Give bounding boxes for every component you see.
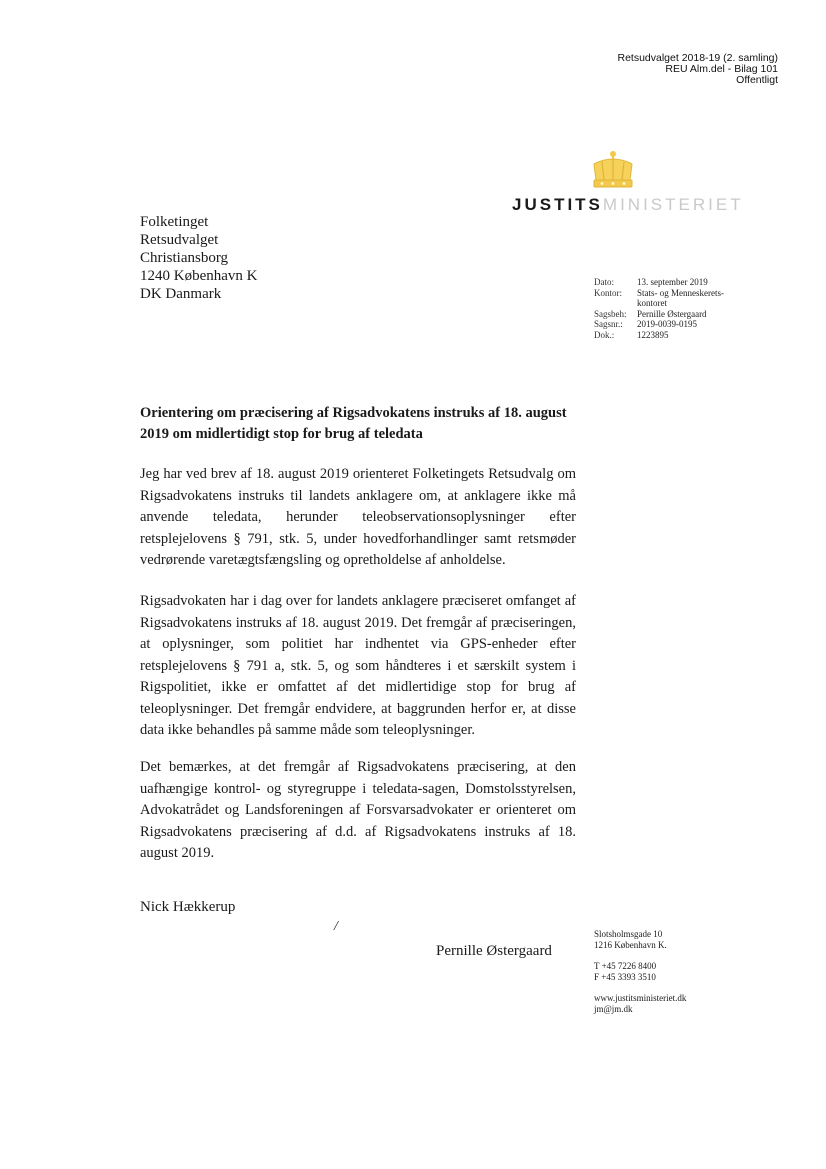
meta-key: Dok.: [594, 329, 615, 340]
recipient-line: Christiansborg [140, 250, 229, 266]
meta-key: Sagsnr.: [594, 319, 623, 330]
meta-key [594, 298, 637, 309]
logo-bold-text: JUSTITS [512, 195, 603, 214]
meta-value: 13. september 2019 [637, 277, 708, 287]
stamp-line-3: Offentligt [736, 74, 778, 86]
body-paragraph-3: Det bemærkes, at det fremgår af Rigsadvokatens præcisering, at den uafhængige kontrol- og styregruppe i teledata-sagen, Domstolsstyrelsen, Advokatrådet og Landsforeningen af Forsvarsadvokater er orienteret om Rigsadvokatens præcisering af d.d. af Rigsadvokatens instruks af 18. august 2019. [140, 759, 576, 861]
body-paragraph-2: Rigsadvokaten har i dag over for landets anklagere præciseret omfanget af Rigsadvokatens instruks af 18. august 2019. Det fremgår af præciseringen, at oplysninger, som politiet har indhentet via GPS-enheder efter retsplejelovens § 791 a, stk. 5, og som håndteres i et særskilt system i Rigspolitiet, ikke er omfattet af det midlertidige stop for brug af teleoplysninger. Det fremgår endvidere, at baggrunden herfor er, at disse data ikke behandles på samme måde som teleoplysninger. [140, 593, 576, 738]
footer-fax: F +45 3393 3510 [594, 972, 656, 982]
meta-row-date [594, 277, 724, 288]
footer-address-2: 1216 København K. [594, 940, 667, 950]
meta-row-document [594, 330, 724, 341]
stamp-line-2: REU Alm.del - Bilag 101 [665, 63, 778, 75]
body-paragraph-1: Jeg har ved brev af 18. august 2019 orienteret Folketingets Retsudvalg om Rigsadvokatens instruks til landets anklagere om, at anklagere ikke må anvende teledata, herunder teleobservationsoplysninger efter retsplejelovens § 791, stk. 5, under hovedforhandlinger samt retsmøder vedrørende varetægtsfængsling og opretholdelse af anholdelse. [140, 466, 576, 568]
meta-value: Pernille Østergaard [637, 308, 707, 319]
footer-address-1: Slotsholmsgade 10 [594, 929, 663, 939]
case-metadata [594, 277, 724, 341]
footer-website-link[interactable]: www.justitsministeriet.dk [594, 993, 687, 1003]
meta-value: 2019-0039-0195 [637, 319, 697, 330]
meta-key: Kontor: [594, 287, 622, 298]
signature-minister: Nick Hækkerup [140, 899, 236, 915]
contact-footer [594, 929, 686, 1015]
letter-title: Orientering om præcisering af Rigsadvokatens instruks af 18. august 2019 om midlertidigt stop for brug af teledata [140, 405, 567, 442]
signature-slash: / [334, 919, 338, 934]
footer-email-link[interactable]: jm@jm.dk [594, 1004, 633, 1014]
recipient-line: 1240 København K [140, 268, 258, 284]
meta-row-office-cont [594, 298, 724, 309]
meta-value: Stats- og Menneskerets- [637, 287, 724, 298]
recipient-line: DK Danmark [140, 286, 222, 302]
logo-light-text: MINISTERIET [602, 195, 744, 214]
stamp-line-1: Retsudvalget 2018-19 (2. samling) [617, 52, 778, 64]
meta-row-caseworker [594, 309, 724, 320]
archive-stamp [617, 53, 778, 86]
meta-value: 1223895 [637, 329, 669, 340]
crown-icon [588, 150, 638, 192]
meta-key: Sagsbeh: [594, 308, 627, 319]
recipient-line: Folketinget [140, 214, 209, 230]
signature-caseworker: Pernille Østergaard [436, 943, 552, 959]
meta-value: kontoret [637, 298, 667, 309]
footer-phone: T +45 7226 8400 [594, 961, 657, 971]
recipient-line: Retsudvalget [140, 232, 219, 248]
recipient-address [140, 213, 257, 303]
meta-row-case-number [594, 319, 724, 330]
meta-key: Dato: [594, 277, 614, 287]
meta-row-office [594, 288, 724, 299]
ministry-logo [512, 195, 744, 215]
